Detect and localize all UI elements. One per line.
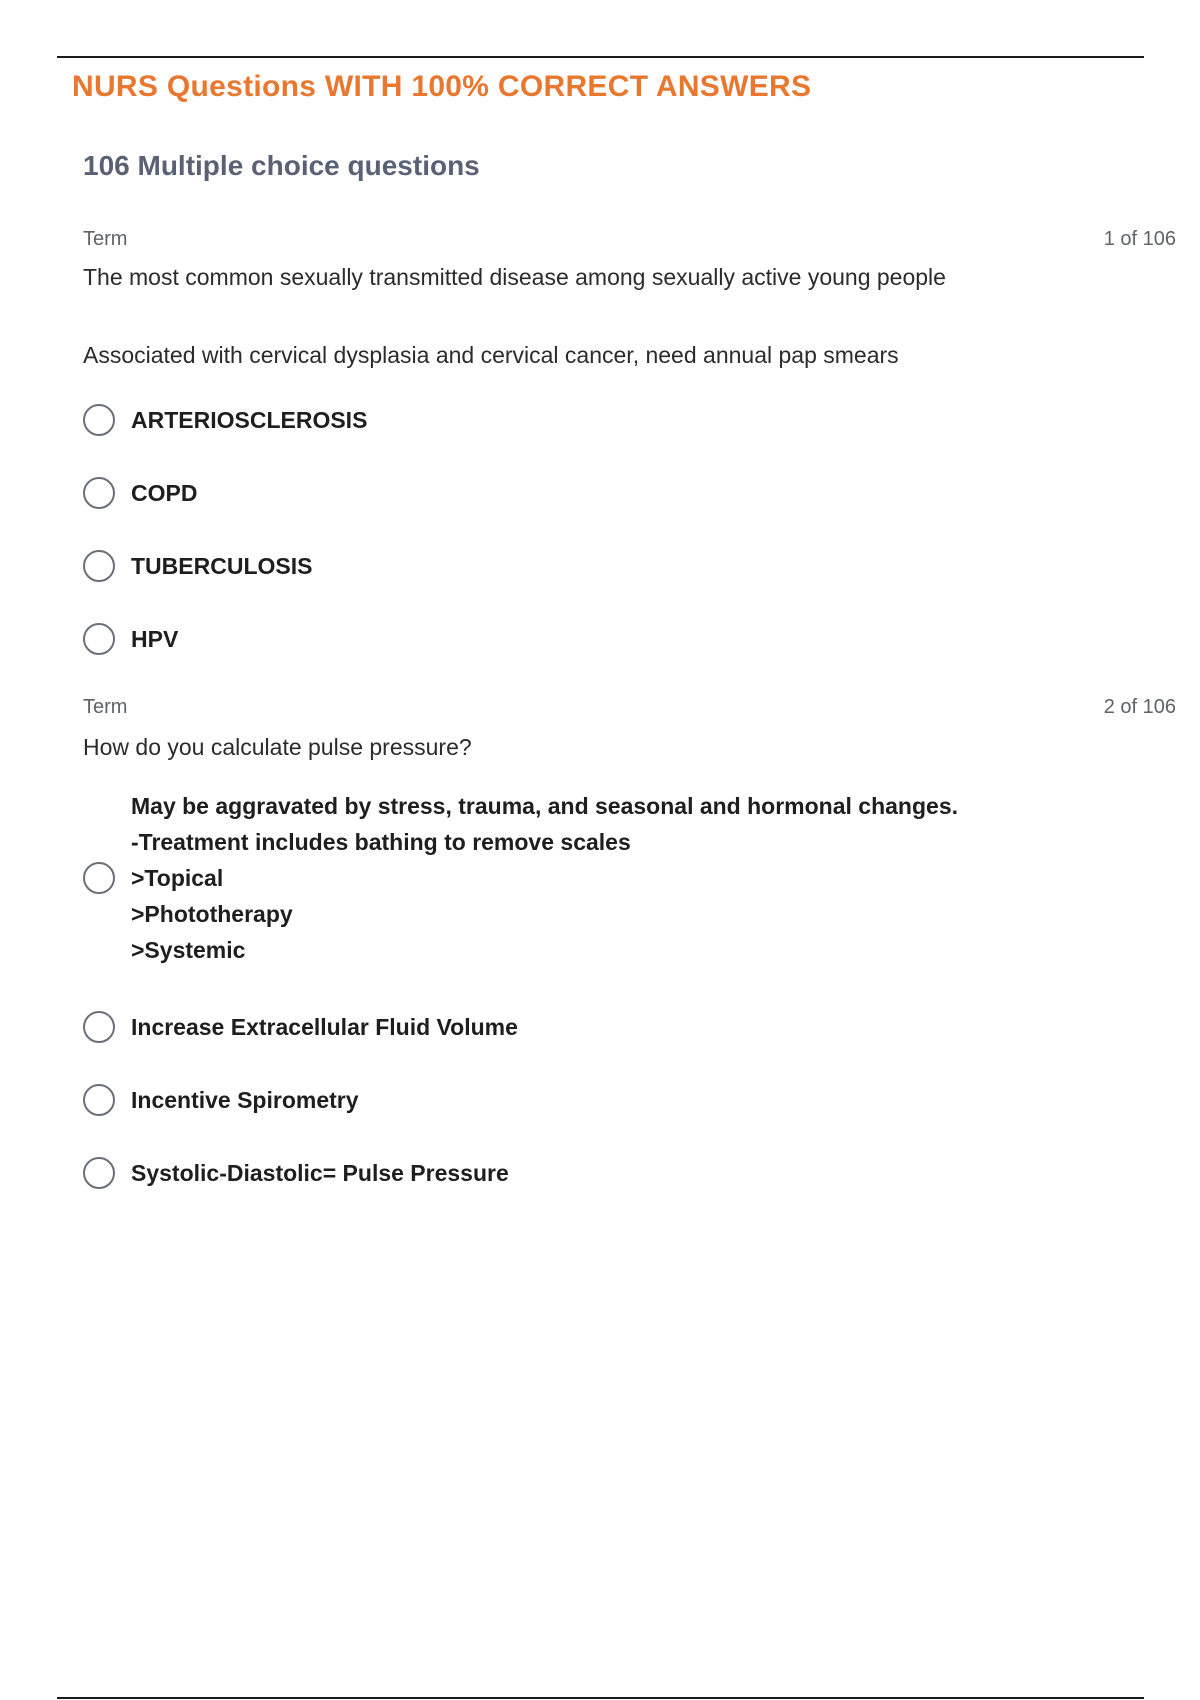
radio-button-icon[interactable] (83, 623, 115, 655)
question-card-1 (83, 228, 1176, 652)
document-title: NURS Questions WITH 100% CORRECT ANSWERS (72, 70, 812, 103)
section-heading: 106 Multiple choice questions (83, 150, 480, 181)
answer-option-line: >Topical (131, 865, 224, 891)
answer-option-1[interactable] (83, 400, 367, 440)
answer-option-line: >Systemic (131, 937, 246, 963)
answer-option-label: HPV (131, 625, 179, 652)
question-header (83, 696, 1176, 724)
question-counter: 2 of 106 (1103, 696, 1176, 718)
term-label: Term (83, 696, 128, 718)
answer-option-label: TUBERCULOSIS (131, 552, 313, 579)
question-header (83, 228, 1176, 256)
answer-option-label: ARTERIOSCLEROSIS (131, 406, 368, 433)
answer-option-2[interactable] (83, 1007, 518, 1047)
answer-option-2[interactable] (83, 473, 197, 513)
answer-option-3[interactable] (83, 546, 312, 586)
answer-option-1[interactable] (83, 788, 958, 968)
answer-option-label: Increase Extracellular Fluid Volume (131, 1013, 518, 1040)
answer-option-4[interactable] (83, 1153, 509, 1193)
radio-button-icon[interactable] (83, 477, 115, 509)
bottom-divider (57, 1697, 1144, 1699)
radio-button-icon[interactable] (83, 862, 115, 894)
answer-option-3[interactable] (83, 1080, 359, 1120)
answer-option-label (131, 788, 958, 968)
radio-button-icon[interactable] (83, 1011, 115, 1043)
radio-button-icon[interactable] (83, 550, 115, 582)
question-prompt-line-2: Associated with cervical dysplasia and cervical cancer, need annual pap smears (83, 342, 899, 368)
question-card-2 (83, 696, 1176, 1186)
radio-button-icon[interactable] (83, 1157, 115, 1189)
radio-button-icon[interactable] (83, 404, 115, 436)
answer-option-line: May be aggravated by stress, trauma, and seasonal and hormonal changes. (131, 793, 959, 819)
question-prompt-line-1: How do you calculate pulse pressure? (83, 734, 472, 760)
answer-option-line: -Treatment includes bathing to remove scales (131, 829, 631, 855)
answer-option-label: Systolic-Diastolic= Pulse Pressure (131, 1159, 509, 1186)
answer-option-line: >Phototherapy (131, 901, 293, 927)
answer-option-label: COPD (131, 479, 198, 506)
question-counter: 1 of 106 (1103, 228, 1176, 250)
answer-option-4[interactable] (83, 619, 178, 659)
answer-option-label: Incentive Spirometry (131, 1086, 359, 1113)
term-label: Term (83, 228, 128, 250)
radio-button-icon[interactable] (83, 1084, 115, 1116)
question-prompt-line-1: The most common sexually transmitted disease among sexually active young people (83, 264, 946, 290)
top-divider (57, 56, 1144, 58)
